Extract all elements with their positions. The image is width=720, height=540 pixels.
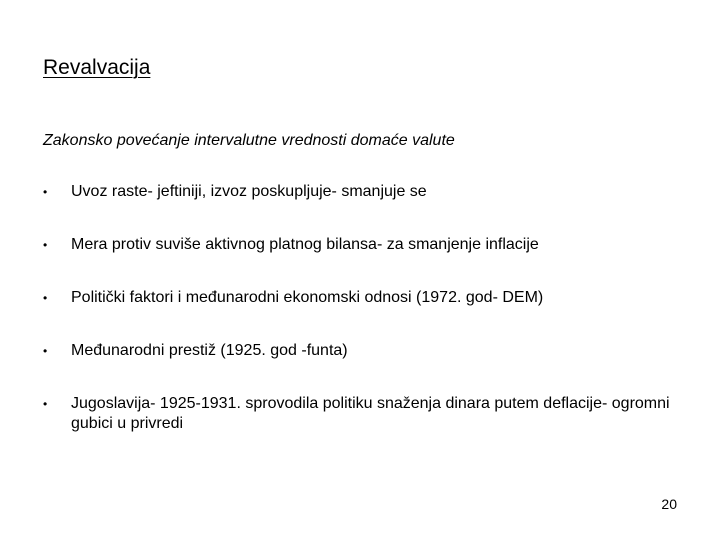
bullet-icon: • [43,397,48,411]
bullet-text: Uvoz raste- jeftiniji, izvoz poskupljuje- smanjuje se [71,183,427,200]
bullet-item [43,235,693,255]
bullet-text: Jugoslavija- 1925-1931. sprovodila politiku snaženja dinara putem deflacije- ogromni gubici u privredi [71,395,670,432]
bullet-item [43,288,693,308]
bullet-text: Međunarodni prestiž (1925. god -funta) [71,342,348,359]
bullet-item [43,341,693,361]
bullet-item [43,182,693,202]
bullet-text: Mera protiv suviše aktivnog platnog bilansa- za smanjenje inflacije [71,236,539,253]
slide-subtitle: Zakonsko povećanje intervalutne vrednosti domaće valute [43,132,455,149]
bullet-icon: • [43,185,48,199]
bullet-item [43,394,693,434]
page-number: 20 [661,496,677,512]
bullet-icon: • [43,291,48,305]
bullet-text: Politički faktori i međunarodni ekonomski odnosi (1972. god- DEM) [71,289,544,306]
bullet-icon: • [43,238,48,252]
bullet-list [43,182,693,467]
slide-title: Revalvacija [43,56,151,79]
bullet-icon: • [43,344,48,358]
